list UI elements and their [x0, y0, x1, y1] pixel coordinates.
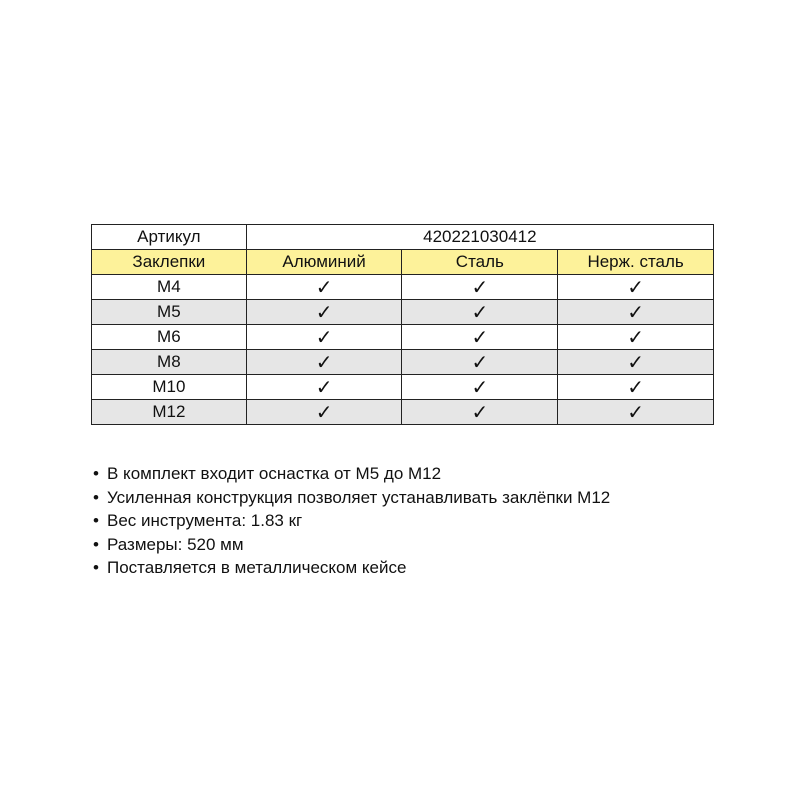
list-item [93, 462, 610, 486]
feature-text: Поставляется в металлическом кейсе [107, 558, 407, 577]
bullet-icon: • [93, 558, 99, 577]
header-row [92, 250, 714, 275]
rivet-size: М6 [92, 325, 247, 350]
bullet-icon: • [93, 464, 99, 483]
feature-text: Вес инструмента: 1.83 кг [107, 511, 303, 530]
rivet-size: М5 [92, 300, 247, 325]
table-row [92, 350, 714, 375]
check-icon: ✓ [246, 350, 402, 375]
table-row [92, 375, 714, 400]
rivet-size: М12 [92, 400, 247, 425]
article-value: 420221030412 [246, 225, 713, 250]
rivet-size: М4 [92, 275, 247, 300]
header-stainless-steel: Нерж. сталь [558, 250, 714, 275]
check-icon: ✓ [558, 325, 714, 350]
check-icon: ✓ [246, 325, 402, 350]
rivet-size: М10 [92, 375, 247, 400]
check-icon: ✓ [558, 350, 714, 375]
compatibility-table [91, 224, 714, 425]
check-icon: ✓ [558, 375, 714, 400]
table-row [92, 300, 714, 325]
list-item [93, 556, 610, 580]
bullet-icon: • [93, 487, 99, 507]
header-steel: Сталь [402, 250, 558, 275]
check-icon: ✓ [558, 300, 714, 325]
check-icon: ✓ [402, 300, 558, 325]
check-icon: ✓ [246, 300, 402, 325]
table-row [92, 400, 714, 425]
header-aluminium: Алюминий [246, 250, 402, 275]
check-icon: ✓ [402, 275, 558, 300]
feature-text: В комплект входит оснастка от М5 до М12 [107, 464, 442, 483]
list-item [93, 486, 610, 510]
check-icon: ✓ [558, 400, 714, 425]
rivet-size: М8 [92, 350, 247, 375]
check-icon: ✓ [246, 375, 402, 400]
check-icon: ✓ [402, 350, 558, 375]
article-row [92, 225, 714, 250]
check-icon: ✓ [402, 375, 558, 400]
table-row [92, 325, 714, 350]
bullet-icon: • [93, 534, 99, 554]
feature-text: Усиленная конструкция позволяет устанавливать заклёпки М12 [107, 487, 611, 507]
feature-text: Размеры: 520 мм [107, 534, 244, 554]
check-icon: ✓ [558, 275, 714, 300]
table-row [92, 275, 714, 300]
article-label: Артикул [92, 225, 247, 250]
check-icon: ✓ [246, 275, 402, 300]
check-icon: ✓ [402, 400, 558, 425]
list-item [93, 509, 610, 533]
list-item [93, 533, 610, 557]
check-icon: ✓ [246, 400, 402, 425]
header-rivets: Заклепки [92, 250, 247, 275]
feature-list [93, 462, 610, 580]
check-icon: ✓ [402, 325, 558, 350]
bullet-icon: • [93, 511, 99, 530]
